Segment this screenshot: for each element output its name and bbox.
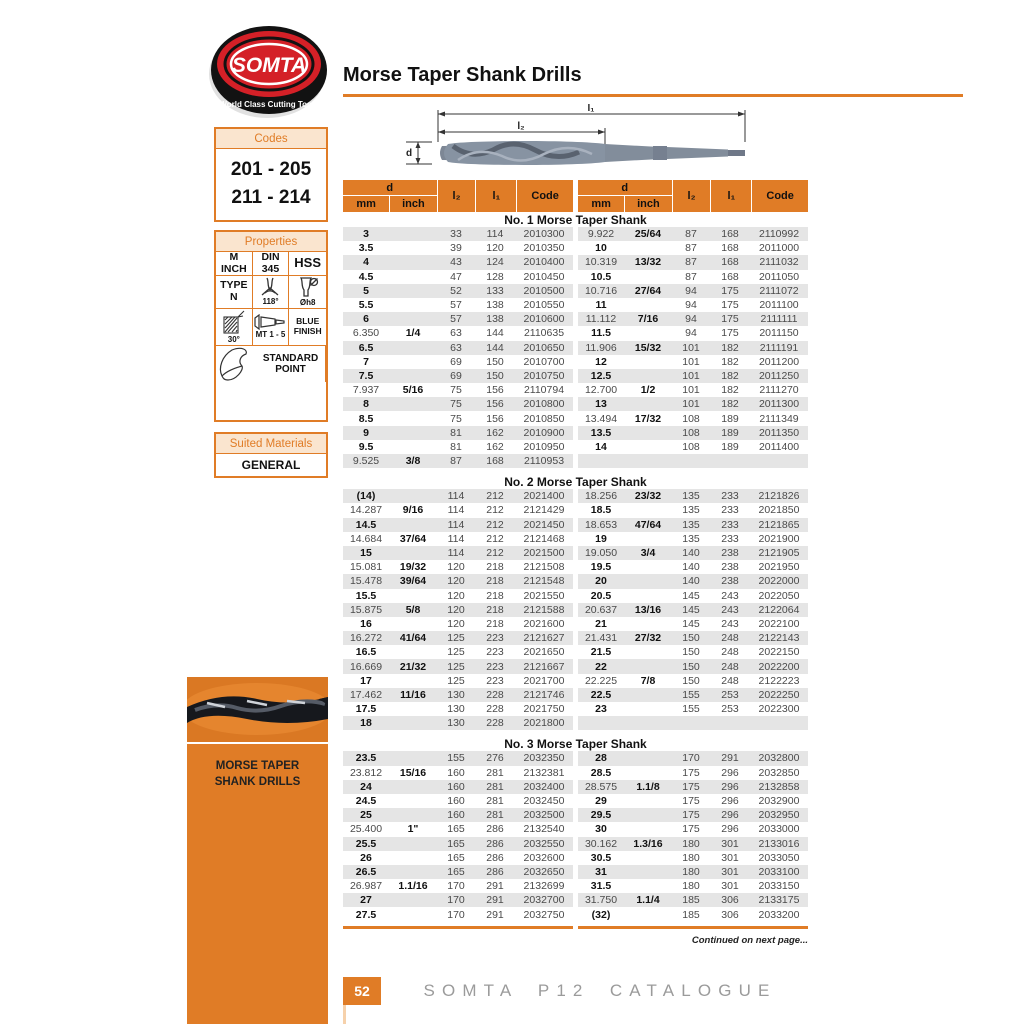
table-row: 12 101 182 2011200 [595,355,800,368]
table-row: 18.5 135 233 2021850 [590,504,800,517]
table-row [578,716,808,730]
table-row: 15.478 39/64 120 218 2121548 [343,574,573,588]
table-row: 14 108 189 2011400 [595,440,800,453]
prop-standard-point [216,346,326,382]
codes-box [214,127,328,222]
col-d-header: d [343,180,437,195]
diagram-l2-label: l₂ [517,121,525,132]
table-row: 10.5 87 168 2011050 [590,270,800,283]
diagram-l1-label: l₁ [587,104,595,114]
table-row: 7.937 5/16 75 156 2110794 [352,384,565,397]
side-panel [187,744,328,1024]
table-row: 30.162 1.3/16 180 301 2133016 [578,837,808,851]
prop-tolerance [289,276,326,309]
properties-box-title: Properties [216,232,326,252]
prop-hss: HSS [289,252,326,276]
table-row: 13 101 182 2011300 [578,397,808,411]
prop-metric-inch: M INCH [216,252,253,276]
table-row: 28.575 1.1/8 175 296 2132858 [578,780,808,794]
table-row: 24 160 281 2032400 [343,780,573,794]
table-row: 6.5 63 144 2010650 [343,341,573,355]
prop-helix-angle-caption: 30° [227,334,240,344]
table-row: 11.906 15/32 101 182 2111191 [578,341,808,355]
codes-box-title: Codes [216,129,326,149]
continued-note: Continued on next page... [691,934,808,946]
table-row: 16.5 125 223 2021650 [355,646,565,659]
table-row: (14) 114 212 2021400 [343,489,573,503]
table-row: 9.5 81 162 2010950 [358,440,565,453]
title-rule [343,94,963,97]
tolerance-icon [297,276,319,298]
table-row: 7.5 69 150 2010750 [343,369,573,383]
col-mm-header: mm [343,196,389,212]
table-row: 8.5 75 156 2010850 [358,412,565,425]
table-row: 12.700 1/2 101 182 2111270 [584,384,799,397]
page-number-tail [343,1005,346,1024]
drill-dimension-diagram [398,104,766,187]
prop-type-n: TYPE N [216,276,253,309]
prop-point-angle-caption: 118° [262,297,279,307]
table-row: 10 87 168 2011000 [595,242,800,255]
section-title: No. 1 Morse Taper Shank [504,213,647,227]
point-angle-icon [259,277,281,297]
table-row: 18.653 47/64 135 233 2121865 [578,518,808,532]
table-row: 25.5 165 286 2032550 [343,837,573,851]
table-row: 16 120 218 2021600 [360,617,565,630]
table-row: 25.400 1" 165 286 2132540 [349,823,565,836]
table-row: 22.225 7/8 150 248 2122223 [584,674,800,687]
table-row: 4 43 124 2010400 [343,255,573,269]
col-code-header: Code [752,180,808,212]
prop-din-345: DIN 345 [253,252,290,276]
left-table-header [343,180,573,212]
table-row: 29.5 175 296 2032950 [578,808,808,822]
table-row: 21.5 150 248 2022150 [590,646,800,659]
table-row: 9.922 25/64 87 168 2110992 [578,227,808,241]
prop-taper-range-caption: MT 1 - 5 [255,329,286,339]
table-row: 22 150 248 2022200 [578,659,808,673]
table-end-rules [343,926,808,929]
col-l1-header: l₁ [711,180,751,212]
col-mm-header: mm [578,196,624,212]
table-section [343,737,808,921]
table-row: 20 140 238 2022000 [578,574,808,588]
table-row: 14.684 37/64 114 212 2121468 [349,532,565,545]
suited-materials-box [214,432,328,478]
table-row: 15 114 212 2021500 [343,546,573,560]
table-row: 30.5 180 301 2033050 [590,851,800,864]
codes-values: 201 - 205 211 - 214 [230,159,312,208]
table-row: 9 81 162 2010900 [343,426,573,440]
table-row: 26 165 286 2032600 [360,851,565,864]
suited-materials-title: Suited Materials [216,434,326,454]
taper-shank-icon [253,314,287,330]
col-l2-header: l₂ [673,180,711,212]
table-row: 21.431 27/32 150 248 2122143 [578,631,808,645]
table-row: 26.5 165 286 2032650 [343,865,573,879]
table-row: 7 69 150 2010700 [363,355,565,368]
table-row: 27 170 291 2032700 [343,893,573,907]
col-code-header: Code [517,180,573,212]
section-title: No. 3 Morse Taper Shank [504,737,647,752]
table-row: 15.875 5/8 120 218 2121588 [343,603,573,617]
table-row: 22.5 155 253 2022250 [578,688,808,702]
table-row: 3 33 114 2010300 [343,227,573,241]
table-row: 23 155 253 2022300 [595,703,800,716]
table-row: 13.5 108 189 2011350 [578,426,808,440]
side-panel-label: MORSE TAPER SHANK DRILLS [214,760,301,788]
table-section [343,475,808,730]
prop-blue-finish: BLUE FINISH [289,309,326,346]
table-row: 17.462 11/16 130 228 2121746 [343,688,573,702]
col-inch-header: inch [625,196,671,212]
table-column [343,227,573,468]
col-inch-header: inch [390,196,436,212]
table-row: 11 94 175 2011100 [595,299,799,312]
col-l2-header: l₂ [438,180,476,212]
table-row: 6.350 1/4 63 144 2110635 [352,327,565,340]
drill-illustration [440,141,745,165]
table-row: 6 57 138 2010600 [343,312,573,326]
properties-grid [216,252,326,382]
table-row: 31.750 1.1/4 185 306 2133175 [578,893,808,907]
col-d-header: d [578,180,672,195]
table-column [578,751,808,921]
table-headers [343,180,808,212]
suited-materials-value: GENERAL [241,458,301,472]
table-row: 16.272 41/64 125 223 2121627 [343,631,573,645]
table-row: 26.987 1.1/16 170 291 2132699 [349,880,565,893]
table-row: 13.494 17/32 108 189 2111349 [584,412,799,425]
table-column [578,227,808,468]
table-row: 24.5 160 281 2032450 [355,795,565,808]
size-tables [343,180,808,946]
table-row: 18 130 228 2021800 [343,716,573,730]
table-row: 3.5 39 120 2010350 [358,242,565,255]
table-row: 15.5 120 218 2021550 [355,589,565,602]
table-row: 10.716 27/64 94 175 2111072 [578,284,808,298]
table-row [578,454,808,468]
table-row: 17 125 223 2021700 [360,674,565,687]
table-row: 23.5 155 276 2032350 [343,751,573,765]
table-row: 18.256 23/32 135 233 2121826 [578,489,808,503]
table-row: 19.5 140 238 2021950 [590,561,800,574]
table-row: 16.669 21/32 125 223 2121667 [343,659,573,673]
diagram-d-label: d [406,148,413,159]
table-row: 25 160 281 2032500 [343,808,573,822]
table-row: 5.5 57 138 2010550 [358,299,565,312]
table-row: 19 135 233 2021900 [595,532,800,545]
table-row: 28.5 175 296 2032850 [590,766,800,779]
section-title: No. 2 Morse Taper Shank [504,475,647,490]
table-row: 11.112 7/16 94 175 2111111 [578,312,808,326]
drill-photo [187,677,328,742]
table-row: 29 175 296 2032900 [595,795,800,808]
table-row: 20.637 13/16 145 243 2122064 [578,603,808,617]
prop-taper-range [253,309,290,346]
helix-angle-icon [222,309,246,335]
col-l1-header: l₁ [476,180,516,212]
table-row: 15.081 19/32 120 218 2121508 [349,561,565,574]
prop-standard-point-caption: STANDARD POINT [262,352,319,375]
table-row: (32) 185 306 2033200 [591,908,800,921]
table-row: 14.287 9/16 114 212 2121429 [349,504,565,517]
table-row: 14.5 114 212 2021450 [343,518,573,532]
somta-logo [205,22,333,127]
table-row: 17.5 130 228 2021750 [355,703,565,716]
table-row: 23.812 15/16 160 281 2132381 [349,766,565,779]
properties-box [214,230,328,422]
table-row: 10.319 13/32 87 168 2111032 [578,255,808,269]
right-table-header [578,180,808,212]
table-row: 5 52 133 2010500 [343,284,573,298]
table-row: 30 175 296 2033000 [595,823,800,836]
catalogue-footer: SOMTA P12 CATALOGUE [423,981,777,1000]
table-row: 11.5 94 175 2011150 [591,327,799,340]
table-section [343,213,808,468]
table-row: 20.5 145 243 2022050 [590,589,800,602]
table-row: 8 75 156 2010800 [343,397,573,411]
standard-point-icon [216,346,250,382]
table-column [578,489,808,730]
table-row: 12.5 101 182 2011250 [578,369,808,383]
table-row: 31 180 301 2033100 [578,865,808,879]
table-row: 4.5 47 128 2010450 [358,270,565,283]
prop-point-angle [253,276,290,309]
table-row: 9.525 3/8 87 168 2110953 [343,454,573,468]
logo-tagline: World Class Cutting Tools [219,100,319,109]
table-row: 27.5 170 291 2032750 [355,908,565,921]
page-title: Morse Taper Shank Drills [343,64,582,86]
logo-wordmark: SOMTA [231,54,307,77]
table-column [343,489,573,730]
prop-tolerance-caption: Øh8 [299,298,316,308]
table-row: 19.050 3/4 140 238 2121905 [578,546,808,560]
table-row: 31.5 180 301 2033150 [590,880,800,893]
table-column [343,751,573,921]
table-row: 28 170 291 2032800 [578,751,808,765]
prop-helix-angle [216,309,253,346]
table-row: 21 145 243 2022100 [595,617,800,630]
page-number: 52 [343,977,381,1005]
